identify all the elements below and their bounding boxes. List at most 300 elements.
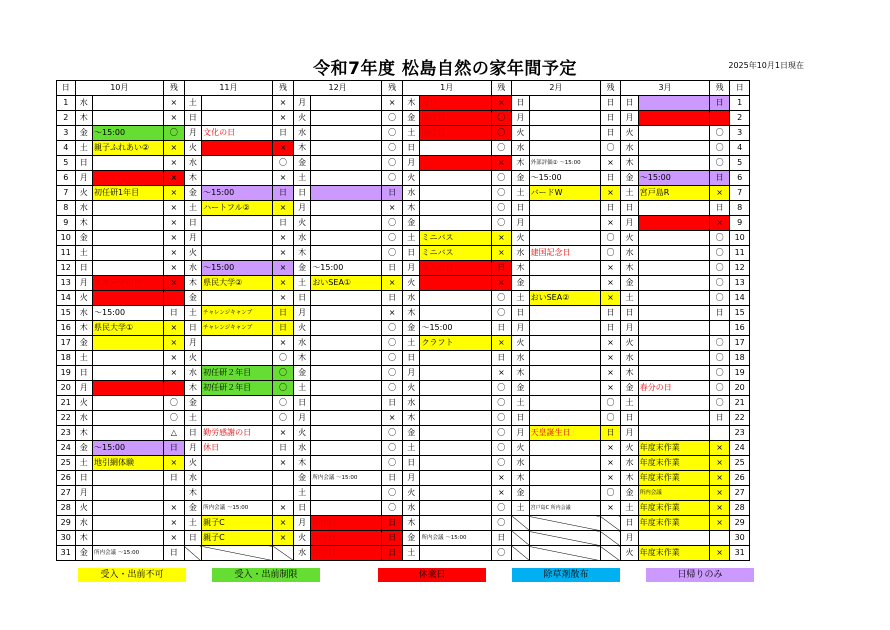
weekday-cell: 月 [293,201,311,216]
day-number: 11 [57,246,76,261]
day-number: 21 [730,396,750,411]
event-cell: 親子C [202,531,273,546]
remaining-status-cell: 〇 [709,396,730,411]
weekday-cell: 水 [621,351,639,366]
weekday-cell: 火 [184,141,202,156]
remaining-status-cell: 日 [273,321,294,336]
legend-item: 除草剤散布 [512,568,620,582]
weekday-cell: 金 [184,396,202,411]
remaining-status-cell: 〇 [491,111,512,126]
remaining-status-cell: × [273,276,294,291]
event-cell: 外部評価② ～15:00 [529,156,600,171]
event-cell: 勤労感謝の日 [202,426,273,441]
weekday-cell: 日 [621,306,639,321]
weekday-cell: 木 [621,261,639,276]
remaining-status-cell: 〇 [600,246,621,261]
day-number: 20 [57,381,76,396]
remaining-status-cell: 〇 [709,231,730,246]
event-cell: おいSEA② [529,291,600,306]
remaining-status-cell: 日 [491,261,512,276]
weekday-cell: 火 [75,396,93,411]
header-remaining: 残 [164,81,185,96]
weekday-cell: 土 [75,351,93,366]
weekday-cell: 水 [512,141,530,156]
event-cell: 初任研２年目 [202,381,273,396]
remaining-status-cell: 〇 [382,351,403,366]
event-cell [420,381,491,396]
weekday-cell: 木 [184,171,202,186]
remaining-status-cell: × [600,351,621,366]
remaining-status-cell [164,486,185,501]
remaining-status-cell: 日 [600,306,621,321]
weekday-cell: 火 [621,441,639,456]
event-cell [529,546,600,561]
event-cell [638,231,709,246]
event-cell [638,141,709,156]
weekday-cell: 月 [621,531,639,546]
weekday-cell: 火 [402,381,420,396]
weekday-cell: 日 [293,291,311,306]
weekday-cell: 月 [184,231,202,246]
day-number: 23 [730,426,750,441]
event-cell [638,396,709,411]
event-cell [420,276,491,291]
day-number: 7 [57,186,76,201]
weekday-cell: 月 [75,276,93,291]
weekday-cell: 木 [293,351,311,366]
remaining-status-cell: 〇 [600,141,621,156]
event-cell [529,276,600,291]
remaining-status-cell: 〇 [600,231,621,246]
remaining-status-cell [164,291,185,306]
remaining-status-cell: 日 [164,441,185,456]
event-cell [311,396,382,411]
remaining-status-cell: × [491,471,512,486]
weekday-cell: 木 [402,201,420,216]
weekday-cell: 木 [512,261,530,276]
day-number: 17 [730,336,750,351]
event-cell: ～15:00 [93,306,164,321]
weekday-cell: 金 [184,501,202,516]
weekday-cell: 月 [75,486,93,501]
weekday-cell: 金 [75,126,93,141]
weekday-cell: 金 [184,291,202,306]
event-cell [93,201,164,216]
remaining-status-cell: 〇 [709,126,730,141]
remaining-status-cell: 〇 [382,126,403,141]
day-number: 19 [730,366,750,381]
event-cell [311,291,382,306]
remaining-status-cell [273,546,294,561]
weekday-cell: 月 [184,441,202,456]
day-number: 25 [730,456,750,471]
event-cell [529,411,600,426]
remaining-status-cell: 日 [164,306,185,321]
remaining-status-cell: × [273,231,294,246]
event-cell [311,321,382,336]
remaining-status-cell: × [491,366,512,381]
table-row [57,366,750,381]
day-number: 15 [57,306,76,321]
weekday-cell: 水 [402,396,420,411]
event-cell [311,96,382,111]
remaining-status-cell: 〇 [709,366,730,381]
event-cell [202,351,273,366]
table-row [57,396,750,411]
remaining-status-cell: × [491,231,512,246]
event-cell [202,246,273,261]
remaining-status-cell: 日 [600,111,621,126]
remaining-status-cell: 日 [709,171,730,186]
table-row [57,486,750,501]
event-cell: 天皇誕生日 [529,426,600,441]
weekday-cell: 土 [293,381,311,396]
remaining-status-cell: × [600,471,621,486]
event-cell [638,306,709,321]
weekday-cell: 水 [75,201,93,216]
weekday-cell: 木 [75,321,93,336]
header-remaining: 残 [709,81,730,96]
weekday-cell: 日 [75,471,93,486]
weekday-cell: 月 [402,366,420,381]
event-cell: ～15:00 [638,171,709,186]
event-cell: 所内会議 ～15:00 [311,471,382,486]
remaining-status-cell: 〇 [709,156,730,171]
event-cell [202,486,273,501]
weekday-cell: 月 [621,111,639,126]
day-number: 1 [57,96,76,111]
weekday-cell: 水 [184,471,202,486]
weekday-cell: 水 [402,501,420,516]
weekday-cell: 木 [621,156,639,171]
table-row [57,336,750,351]
event-cell [638,276,709,291]
weekday-cell: 日 [184,321,202,336]
remaining-status-cell: 〇 [382,486,403,501]
event-cell [420,441,491,456]
weekday-cell: 日 [512,411,530,426]
weekday-cell: 水 [75,96,93,111]
weekday-cell: 火 [75,501,93,516]
day-number: 2 [730,111,750,126]
remaining-status-cell: 〇 [382,231,403,246]
day-number: 26 [57,471,76,486]
weekday-cell: 月 [75,171,93,186]
remaining-status-cell: 〇 [491,441,512,456]
remaining-status-cell: 〇 [273,156,294,171]
day-number: 16 [57,321,76,336]
remaining-status-cell: × [273,261,294,276]
weekday-cell: 水 [75,516,93,531]
event-cell [311,411,382,426]
remaining-status-cell: × [164,141,185,156]
event-cell: 所内会議 ～15:00 [202,501,273,516]
weekday-cell: 土 [184,411,202,426]
weekday-cell: 金 [75,231,93,246]
remaining-status-cell: 〇 [382,216,403,231]
weekday-cell: 月 [293,411,311,426]
event-cell: 年度末作業 [638,546,709,561]
event-cell [93,471,164,486]
day-number: 20 [730,381,750,396]
weekday-cell: 日 [184,216,202,231]
weekday-cell: 金 [293,366,311,381]
remaining-status-cell: 日 [709,306,730,321]
weekday-cell: 月 [402,261,420,276]
weekday-cell: 木 [184,486,202,501]
remaining-status-cell: 〇 [382,246,403,261]
weekday-cell: 土 [402,231,420,246]
event-cell [93,261,164,276]
event-cell: 文化の日 [202,126,273,141]
table-row [57,501,750,516]
weekday-cell: 水 [293,546,311,561]
event-cell [311,351,382,366]
weekday-cell: 木 [402,306,420,321]
event-cell [311,501,382,516]
event-cell [202,411,273,426]
remaining-status-cell: 〇 [709,336,730,351]
table-row [57,546,750,561]
remaining-status-cell: × [273,531,294,546]
remaining-status-cell: × [709,471,730,486]
event-cell: ～15:00 [420,321,491,336]
remaining-status-cell: × [709,186,730,201]
table-row [57,321,750,336]
remaining-status-cell: 〇 [382,336,403,351]
remaining-status-cell: 〇 [491,546,512,561]
table-row [57,291,750,306]
weekday-cell: 金 [402,216,420,231]
event-cell [202,456,273,471]
event-cell [202,471,273,486]
remaining-status-cell: 日 [382,531,403,546]
remaining-status-cell: × [164,216,185,231]
table-row [57,186,750,201]
event-cell [93,486,164,501]
weekday-cell: 水 [184,366,202,381]
event-cell [93,351,164,366]
day-number: 7 [730,186,750,201]
weekday-cell: 火 [512,126,530,141]
remaining-status-cell: 〇 [382,381,403,396]
event-cell [420,216,491,231]
event-cell [311,126,382,141]
event-cell [311,426,382,441]
remaining-status-cell [709,531,730,546]
weekday-cell: 金 [402,111,420,126]
event-cell [529,531,600,546]
table-row [57,456,750,471]
weekday-cell: 木 [293,246,311,261]
weekday-cell: 日 [402,456,420,471]
remaining-status-cell: 日 [491,531,512,546]
day-number: 23 [57,426,76,441]
event-cell [93,111,164,126]
remaining-status-cell: 〇 [382,111,403,126]
weekday-cell: 日 [184,531,202,546]
event-cell [311,216,382,231]
event-cell: 親子ふれあい② [93,141,164,156]
weekday-cell: 月 [184,126,202,141]
remaining-status-cell: 〇 [382,456,403,471]
event-cell: チャレンジキャンプ [202,306,273,321]
weekday-cell: 火 [512,336,530,351]
weekday-cell: 木 [402,96,420,111]
remaining-status-cell [273,486,294,501]
remaining-status-cell: 日 [164,471,185,486]
event-cell: 所内会議 [638,486,709,501]
weekday-cell: 水 [621,246,639,261]
weekday-cell: 火 [184,456,202,471]
remaining-status-cell: × [382,96,403,111]
header-remaining: 残 [600,81,621,96]
table-row [57,126,750,141]
day-number: 3 [730,126,750,141]
event-cell [638,246,709,261]
remaining-status-cell: × [273,96,294,111]
weekday-cell: 火 [293,426,311,441]
remaining-status-cell: 〇 [709,291,730,306]
event-cell: 休日 [202,441,273,456]
event-cell: 県民大学② [202,276,273,291]
header-month: 2月 [512,81,601,96]
weekday-cell: 金 [621,276,639,291]
event-cell: 年度末作業 [638,441,709,456]
day-number: 14 [730,291,750,306]
weekday-cell: 火 [75,186,93,201]
event-cell [311,486,382,501]
weekday-cell: 火 [293,531,311,546]
weekday-cell: 金 [512,486,530,501]
remaining-status-cell: × [491,276,512,291]
event-cell: 年度末作業 [638,456,709,471]
day-number: 2 [57,111,76,126]
event-cell [93,171,164,186]
weekday-cell: 土 [512,291,530,306]
event-cell: ～15:00 [311,261,382,276]
remaining-status-cell: 〇 [273,381,294,396]
remaining-status-cell: 日 [382,546,403,561]
weekday-cell [184,546,202,561]
weekday-cell: 月 [512,426,530,441]
remaining-status-cell: 〇 [491,501,512,516]
remaining-status-cell: 〇 [382,321,403,336]
remaining-status-cell: × [164,531,185,546]
remaining-status-cell: × [709,501,730,516]
day-number: 24 [730,441,750,456]
remaining-status-cell: 〇 [600,396,621,411]
remaining-status-cell: × [382,276,403,291]
remaining-status-cell: × [709,456,730,471]
event-cell [529,261,600,276]
remaining-status-cell: 〇 [491,216,512,231]
remaining-status-cell: × [600,216,621,231]
remaining-status-cell: 日 [709,201,730,216]
event-cell [420,396,491,411]
weekday-cell: 土 [621,186,639,201]
event-cell: 初任研1年目 [93,186,164,201]
event-cell [638,321,709,336]
remaining-status-cell: 日 [382,471,403,486]
remaining-status-cell: × [164,201,185,216]
day-number: 14 [57,291,76,306]
weekday-cell: 火 [621,126,639,141]
remaining-status-cell: × [382,411,403,426]
remaining-status-cell: × [273,501,294,516]
event-cell [93,516,164,531]
event-cell [638,111,709,126]
event-cell [529,396,600,411]
remaining-status-cell: × [709,486,730,501]
weekday-cell: 水 [184,156,202,171]
remaining-status-cell: × [273,171,294,186]
event-cell: 年度末作業 [638,471,709,486]
header-month: 10月 [75,81,164,96]
weekday-cell: 木 [621,471,639,486]
remaining-status-cell: × [491,96,512,111]
day-number: 10 [57,231,76,246]
remaining-status-cell [709,426,730,441]
remaining-status-cell: × [164,186,185,201]
day-number: 17 [57,336,76,351]
weekday-cell: 水 [75,306,93,321]
remaining-status-cell: × [600,156,621,171]
weekday-cell: 月 [184,336,202,351]
event-cell [529,516,600,531]
weekday-cell: 金 [621,381,639,396]
event-cell [93,411,164,426]
table-row [57,306,750,321]
day-number: 6 [57,171,76,186]
remaining-status-cell: × [164,171,185,186]
remaining-status-cell: × [273,111,294,126]
weekday-cell: 日 [402,141,420,156]
event-cell [420,501,491,516]
weekday-cell [512,531,530,546]
remaining-status-cell: 〇 [709,276,730,291]
weekday-cell: 木 [75,216,93,231]
remaining-status-cell: 〇 [491,381,512,396]
event-cell [420,186,491,201]
day-number: 13 [730,276,750,291]
remaining-status-cell: × [600,441,621,456]
weekday-cell: 日 [402,246,420,261]
event-cell: ～15:00 [202,261,273,276]
day-number: 31 [57,546,76,561]
remaining-status-cell: × [273,246,294,261]
remaining-status-cell: 〇 [382,501,403,516]
remaining-status-cell [709,321,730,336]
weekday-cell: 日 [75,261,93,276]
weekday-cell: 土 [75,246,93,261]
header-row [57,81,750,96]
event-cell [93,531,164,546]
remaining-status-cell: × [709,546,730,561]
remaining-status-cell: × [491,486,512,501]
event-cell [202,216,273,231]
event-cell [529,351,600,366]
day-number: 30 [57,531,76,546]
table-row [57,411,750,426]
weekday-cell: 木 [75,531,93,546]
remaining-status-cell: × [164,261,185,276]
weekday-cell: 水 [293,231,311,246]
day-number: 4 [57,141,76,156]
weekday-cell: 金 [402,321,420,336]
weekday-cell: 木 [75,426,93,441]
event-cell [529,231,600,246]
